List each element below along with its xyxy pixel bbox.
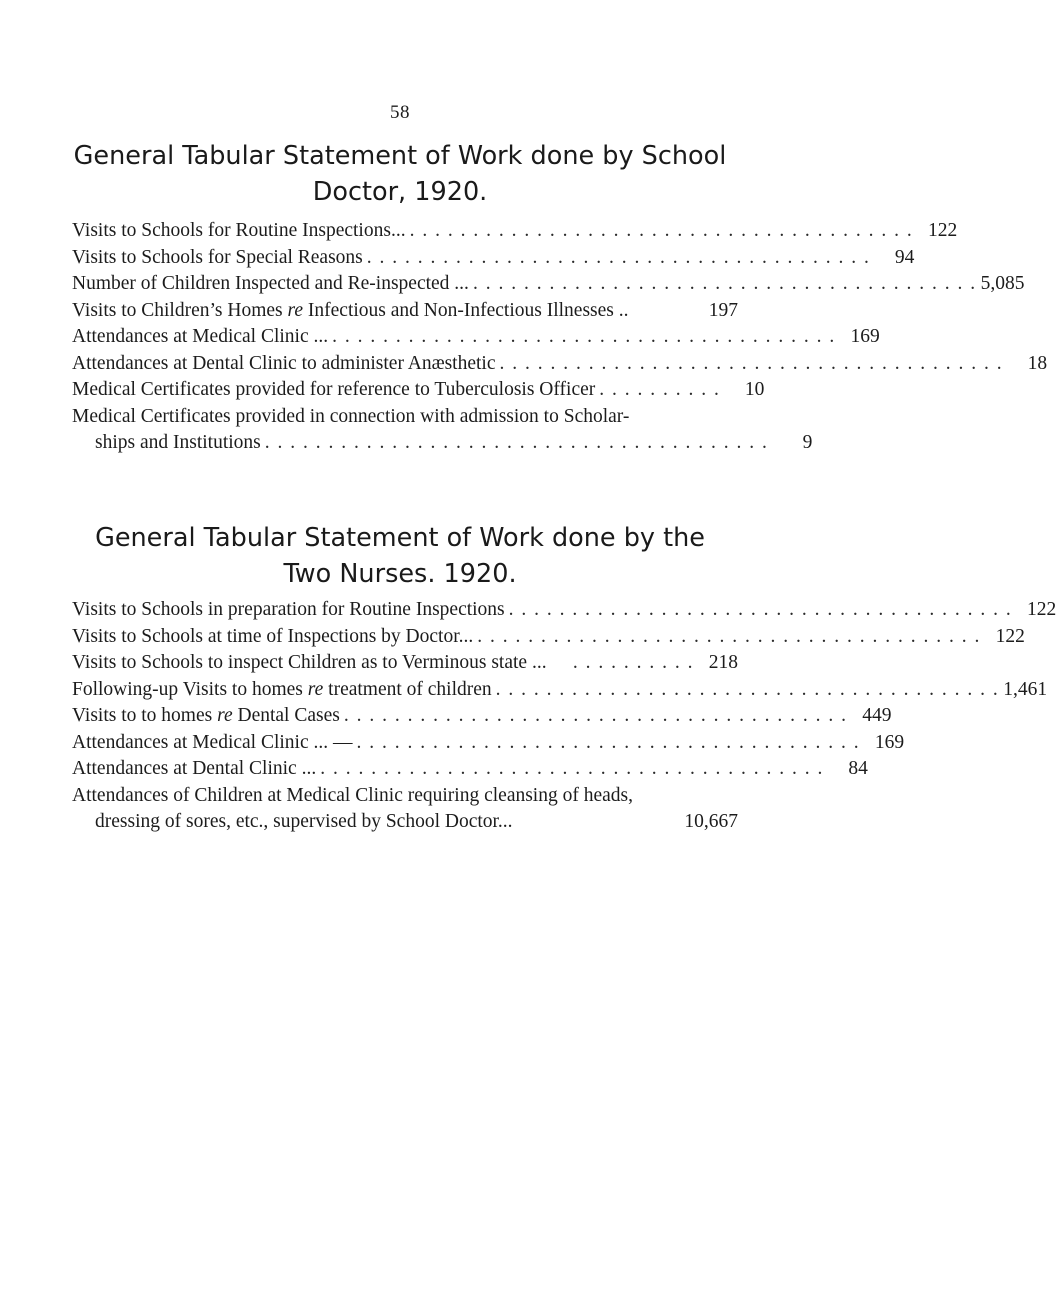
stat-label-part: Infectious and Non-Infectious Illnesses .. <box>303 299 629 321</box>
stat-label-italic: re <box>287 299 304 321</box>
stat-row <box>72 377 765 404</box>
stat-label-part: Visits to to homes <box>72 705 218 726</box>
stat-value: 10 <box>744 379 765 400</box>
stat-value: 5,085 <box>980 273 1025 294</box>
leader-dots: . . . . . . . . . . . . . . . . . . . . . . . . . . . . . . . . . . . . . . . . <box>320 758 824 779</box>
stat-value: 449 <box>862 705 892 726</box>
stat-label-continuation <box>72 809 738 836</box>
leader-dots: . . . . . . . . . . . . . . . . . . . . . . . . . . . . . . . . . . . . . . . . <box>343 705 848 726</box>
stat-value: 18 <box>1027 352 1048 374</box>
stat-label-part: Visits to Children’s Homes <box>72 299 288 321</box>
stat-label: Visits to Schools to inspect Children as to Verminous state ... <box>72 652 547 673</box>
doctor-title-line1: General Tabular Statement of Work done by School <box>73 141 727 171</box>
stat-row <box>72 730 905 757</box>
stat-label: Attendances at Dental Clinic ... <box>72 758 317 779</box>
stat-label: Medical Certificates provided in connection with admission to Scholar- <box>72 405 630 427</box>
stat-value: 122 <box>1027 599 1056 620</box>
stat-label <box>72 298 629 325</box>
stat-row <box>72 597 1056 624</box>
leader-dots: . . . . . . . . . . . . . . . . . . . . . . . . . . . . . . . . . . . . . . . . <box>472 273 977 294</box>
leader-dots: . . . . . . . . . . . . . . . . . . . . . . . . . . . . . . . . . . . . . . . . <box>366 246 871 268</box>
stat-row <box>72 404 813 457</box>
stat-row <box>72 351 1048 378</box>
stat-label: Number of Children Inspected and Re-inspected ... <box>72 273 469 294</box>
stat-label-part: Dental Cases <box>232 705 340 726</box>
nurses-title-line2: Two Nurses. 1920. <box>283 559 517 589</box>
stat-label-italic: re <box>307 678 324 700</box>
stat-label-continuation <box>72 430 813 457</box>
stat-label-line2: dressing of sores, etc., supervised by School Doctor... <box>95 811 513 832</box>
stat-value: 1,461 <box>1003 678 1048 700</box>
stat-value: 218 <box>708 652 738 673</box>
stat-label-line2: ships and Institutions <box>95 432 261 453</box>
stat-label: Visits to Schools for Special Reasons <box>72 246 363 268</box>
doctor-title-line2: Doctor, 1920. <box>312 177 488 207</box>
stat-value: 197 <box>708 299 738 321</box>
stat-row <box>72 703 892 730</box>
stat-label <box>72 677 492 704</box>
stat-row <box>72 756 868 783</box>
nurses-statistics-list <box>72 597 1056 836</box>
stat-value: 10,667 <box>684 811 738 832</box>
stat-value: 169 <box>850 326 880 347</box>
stat-label: Visits to Schools at time of Inspections by Doctor... <box>72 625 474 647</box>
stat-label-part: treatment of children <box>323 678 492 700</box>
leader-dots: . . . . . . . . . . . . . . . . . . . . . . . . . . . . . . . . . . . . . . . . <box>508 599 1013 620</box>
leader-dots: . . . . . . . . . . . . . . . . . . . . . . . . . . . . . . . . . . . . . . . . <box>495 678 1000 700</box>
stat-value: 169 <box>874 731 905 753</box>
doctor-section-title <box>0 138 800 210</box>
stat-label <box>72 703 340 730</box>
stat-row <box>72 677 1048 704</box>
stat-row <box>72 783 738 836</box>
stat-row <box>72 245 915 272</box>
stat-row <box>72 624 1025 651</box>
leader-dots: . . . . . . . . . . . . . . . . . . . . . . . . . . . . . . . . . . . . . . . . <box>264 432 769 453</box>
leader-dots: . . . . . . . . . . . . . . . . . . . . . . . . . . . . . . . . . . . . . . . . <box>356 731 861 753</box>
stat-label: Visits to Schools for Routine Inspections... <box>72 220 406 241</box>
stat-label: Attendances at Medical Clinic ... — <box>72 731 353 753</box>
stat-label: Visits to Schools in preparation for Routine Inspections <box>72 599 505 620</box>
stat-value: 9 <box>802 432 813 453</box>
leader-dots: . . . . . . . . . . . . . . . . . . . . . . . . . . . . . . . . . . . . . . . . <box>499 352 1004 374</box>
leader-dots: . . . . . . . . . . <box>572 652 694 673</box>
stat-label-part: Following-up Visits to homes <box>72 678 308 700</box>
stat-value: 94 <box>894 246 915 268</box>
stat-label: Medical Certificates provided for reference to Tuberculosis Officer <box>72 379 596 400</box>
stat-label-italic: re <box>217 705 233 726</box>
stat-row <box>72 650 738 677</box>
stat-label: Attendances at Dental Clinic to administer Anæsthetic <box>72 352 496 374</box>
stat-value: 122 <box>995 625 1025 647</box>
leader-dots: . . . . . . . . . . . . . . . . . . . . . . . . . . . . . . . . . . . . . . . . <box>332 326 836 347</box>
stat-row <box>72 298 738 325</box>
stat-label: Attendances of Children at Medical Clinic requiring cleansing of heads, <box>72 784 633 806</box>
leader-dots: . . . . . . . . . . <box>599 379 721 400</box>
nurses-section-title <box>0 520 800 592</box>
stat-row <box>72 218 958 245</box>
nurses-title-line1: General Tabular Statement of Work done by the <box>95 523 705 553</box>
doctor-statistics-list <box>72 218 1048 457</box>
leader-dots: . . . . . . . . . . . . . . . . . . . . . . . . . . . . . . . . . . . . . . . . <box>409 220 914 241</box>
stat-row <box>72 324 880 351</box>
stat-row <box>72 271 1025 298</box>
stat-value: 84 <box>848 758 868 779</box>
leader-dots: . . . . . . . . . . . . . . . . . . . . . . . . . . . . . . . . . . . . . . . . <box>477 625 981 647</box>
stat-value: 122 <box>927 220 958 241</box>
page-number: 58 <box>390 102 410 123</box>
stat-label: Attendances at Medical Clinic ... <box>72 326 329 347</box>
